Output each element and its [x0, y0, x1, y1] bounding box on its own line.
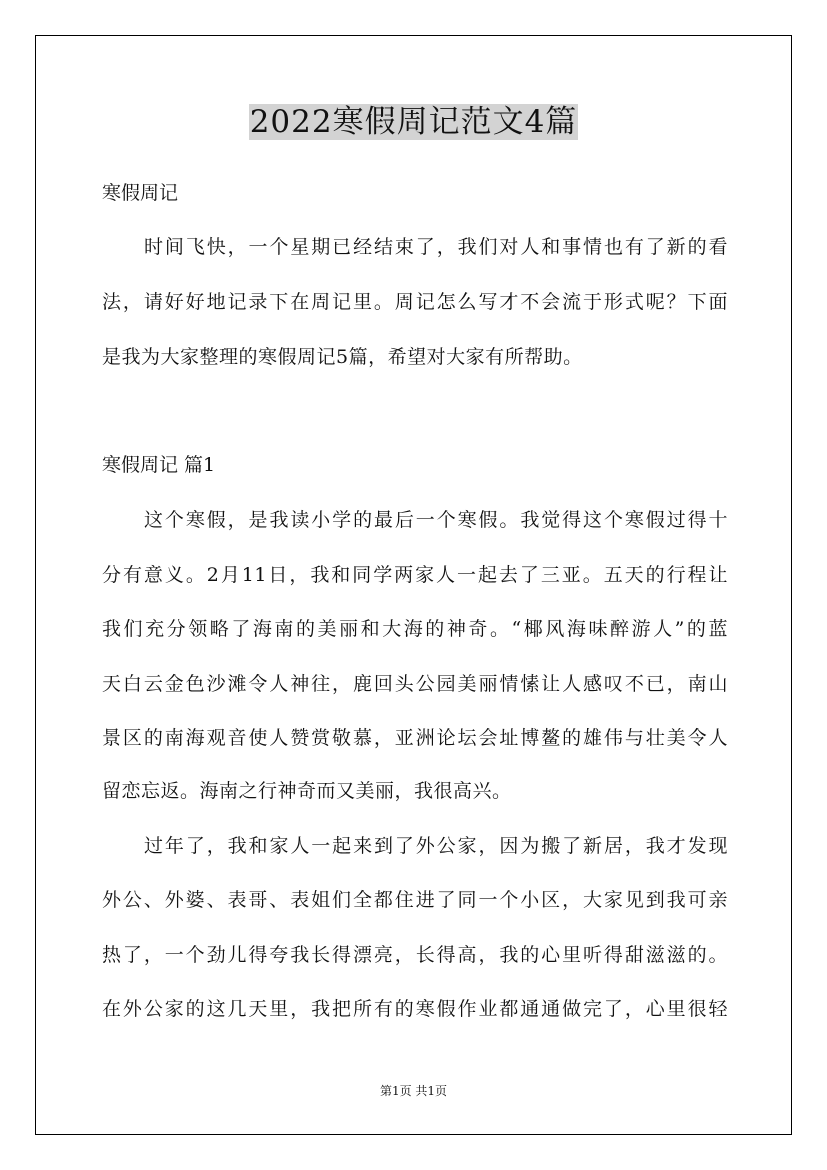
section-heading: 寒假周记 篇1: [102, 454, 216, 476]
paragraph-line: 热了，一个劲儿得夸我长得漂亮，长得高，我的心里听得甜滋滋的。: [102, 944, 728, 966]
paragraph-line: 天白云金色沙滩令人神往，鹿回头公园美丽情愫让人感叹不已，南山: [102, 673, 728, 695]
paragraph-line: 外公、外婆、表哥、表姐们全都住进了同一个小区，大家见到我可亲: [102, 889, 728, 911]
paragraph-line: 法，请好好地记录下在周记里。周记怎么写才不会流于形式呢？下面: [102, 291, 728, 313]
paragraph-line: 分有意义。2月11日，我和同学两家人一起去了三亚。五天的行程让: [102, 564, 728, 586]
paragraph-line: 这个寒假，是我读小学的最后一个寒假。我觉得这个寒假过得十: [144, 509, 728, 531]
paragraph-line: 景区的南海观音使人赞赏敬慕，亚洲论坛会址博鳌的雄伟与壮美令人: [102, 727, 728, 749]
document-title: [0, 100, 827, 144]
page-footer: 第1页 共1页: [379, 1084, 448, 1098]
paragraph-line: 过年了，我和家人一起来到了外公家，因为搬了新居，我才发现: [144, 835, 728, 857]
paragraph-line: 在外公家的这几天里，我把所有的寒假作业都通通做完了，心里很轻: [102, 998, 728, 1020]
paragraph-line: 时间飞快，一个星期已经结束了，我们对人和事情也有了新的看: [144, 236, 728, 258]
title-text: 2022寒假周记范文4篇: [249, 104, 578, 140]
paragraph-line: 留恋忘返。海南之行神奇而又美丽，我很高兴。: [102, 780, 512, 802]
paragraph-line: 是我为大家整理的寒假周记5篇，希望对大家有所帮助。: [102, 346, 583, 368]
paragraph-line: 我们充分领略了海南的美丽和大海的神奇。“椰风海味醉游人”的蓝: [102, 618, 728, 640]
intro-heading: 寒假周记: [102, 182, 179, 204]
